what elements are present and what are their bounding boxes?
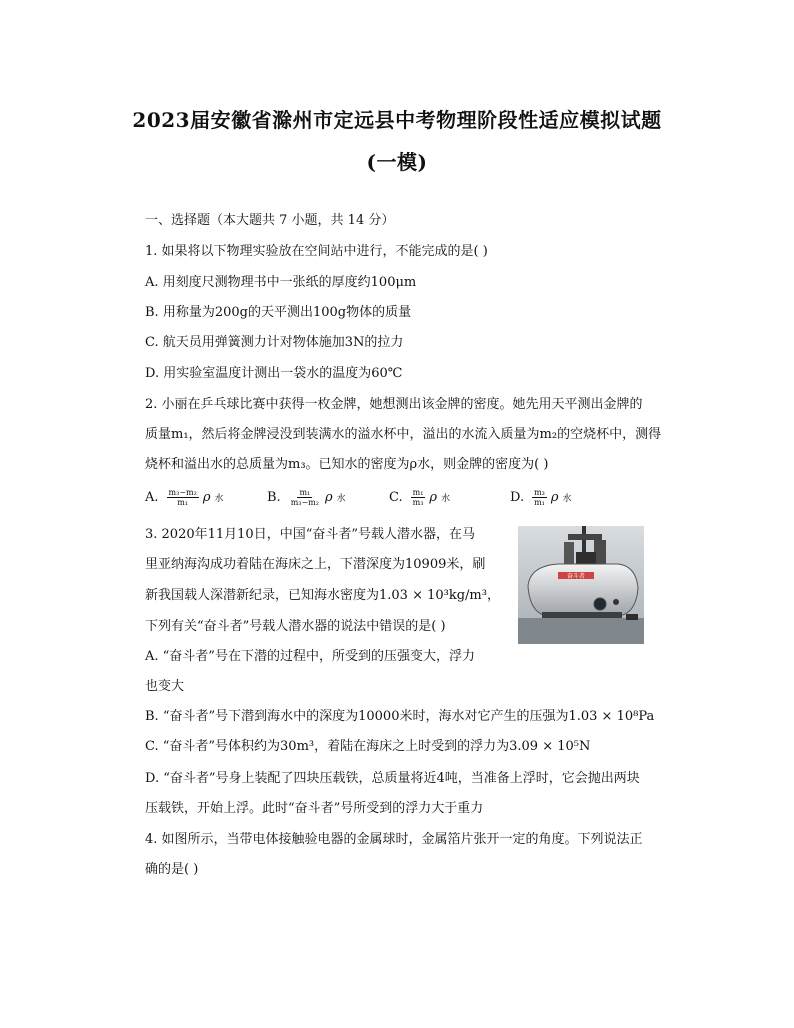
q2-option-a — [145, 488, 224, 507]
density-subscript: 水 — [336, 494, 346, 504]
q3-option-b: B. “奋斗者”号下潜到海水中的深度为10000米时，海水对它产生的压强为1.03 × 10⁸Pa — [145, 709, 655, 724]
q2-option-c — [389, 488, 450, 507]
option-label: D. — [510, 490, 525, 505]
q1-option-a: A. 用刻度尺测物理书中一张纸的厚度约100μm — [145, 275, 417, 290]
fraction — [289, 488, 321, 507]
page-title: 2023届安徽省滁州市定远县中考物理阶段性适应模拟试题 — [132, 108, 662, 132]
numerator: m₁ — [299, 488, 311, 497]
q2-stem-line1: 2. 小丽在乒乓球比赛中获得一枚金牌，她想测出该金牌的密度。她先用天平测出金牌的 — [145, 397, 643, 412]
q2-option-d — [510, 488, 572, 507]
q3-option-c: C. “奋斗者”号体积约为30m³，着陆在海床之上时受到的浮力为3.09 × 10⁵N — [145, 739, 591, 754]
denominator: m₁ — [534, 498, 545, 507]
fraction — [167, 488, 199, 507]
q2-stem-line3: 烧杯和溢出水的总质量为m₃。已知水的密度为ρ水，则金牌的密度为( ) — [145, 457, 549, 472]
q2-stem-line2: 质量m₁，然后将金牌浸没到装满水的溢水杯中，溢出的水流入质量为m₂的空烧杯中，测得 — [145, 427, 662, 442]
q1-option-c: C. 航天员用弹簧测力计对物体施加3N的拉力 — [145, 335, 404, 350]
density-subscript: 水 — [441, 494, 451, 504]
page-subtitle: (一模) — [366, 150, 428, 174]
q3-option-a-line1: A. “奋斗者”号在下潜的过程中，所受到的压强变大，浮力 — [145, 649, 475, 664]
q4-stem-line1: 4. 如图所示，当带电体接触验电器的金属球时，金属箔片张开一定的角度。下列说法正 — [145, 832, 643, 847]
option-label: A. — [145, 490, 159, 505]
option-label: C. — [389, 490, 403, 505]
submersible-name-text: 奋斗者 — [566, 573, 586, 580]
q4-stem-line2: 确的是( ) — [145, 862, 199, 877]
density-symbol: ρ — [202, 490, 211, 505]
q3-stem-line3: 新我国载人深潜新纪录，已知海水密度为1.03 × 10³kg/m³， — [145, 588, 500, 603]
q2-options — [145, 488, 645, 518]
q3-option-d-line1: D. “奋斗者”号身上装配了四块压载铁，总质量将近4吨，当准备上浮时，它会抛出两块 — [145, 771, 640, 786]
submersible-photo — [518, 526, 644, 644]
q3-option-a-line2: 也变大 — [145, 679, 185, 694]
density-symbol: ρ — [324, 490, 333, 505]
denominator: m₃−m₂ — [290, 498, 319, 507]
density-subscript: 水 — [562, 494, 572, 504]
q1-stem: 1. 如果将以下物理实验放在空间站中进行，不能完成的是( ) — [145, 244, 488, 259]
q1-option-d: D. 用实验室温度计测出一袋水的温度为60℃ — [145, 366, 403, 381]
q2-option-b — [267, 488, 346, 507]
q3-stem-line4: 下列有关“奋斗者”号载人潜水器的说法中错误的是( ) — [145, 619, 446, 634]
denominator: m₃ — [412, 498, 424, 507]
q1-option-b: B. 用称量为200g的天平测出100g物体的质量 — [145, 305, 412, 320]
option-label: B. — [267, 490, 281, 505]
section-heading: 一、选择题（本大题共 7 小题，共 14 分） — [145, 213, 395, 228]
numerator: m₃ — [534, 488, 545, 497]
fraction — [532, 488, 547, 507]
density-symbol: ρ — [429, 490, 438, 505]
density-subscript: 水 — [214, 494, 224, 504]
denominator: m₁ — [177, 498, 189, 507]
numerator: m₁ — [412, 488, 424, 497]
density-symbol: ρ — [550, 490, 559, 505]
q3-option-d-line2: 压载铁，开始上浮。此时“奋斗者”号所受到的浮力大于重力 — [145, 801, 484, 816]
q3-stem-line1: 3. 2020年11月10日，中国“奋斗者”号载人潜水器，在马 — [145, 527, 475, 542]
numerator: m₃−m₂ — [168, 488, 197, 497]
fraction — [411, 488, 426, 507]
q3-stem-line2: 里亚纳海沟成功着陆在海床之上，下潜深度为10909米，刷 — [145, 557, 486, 572]
